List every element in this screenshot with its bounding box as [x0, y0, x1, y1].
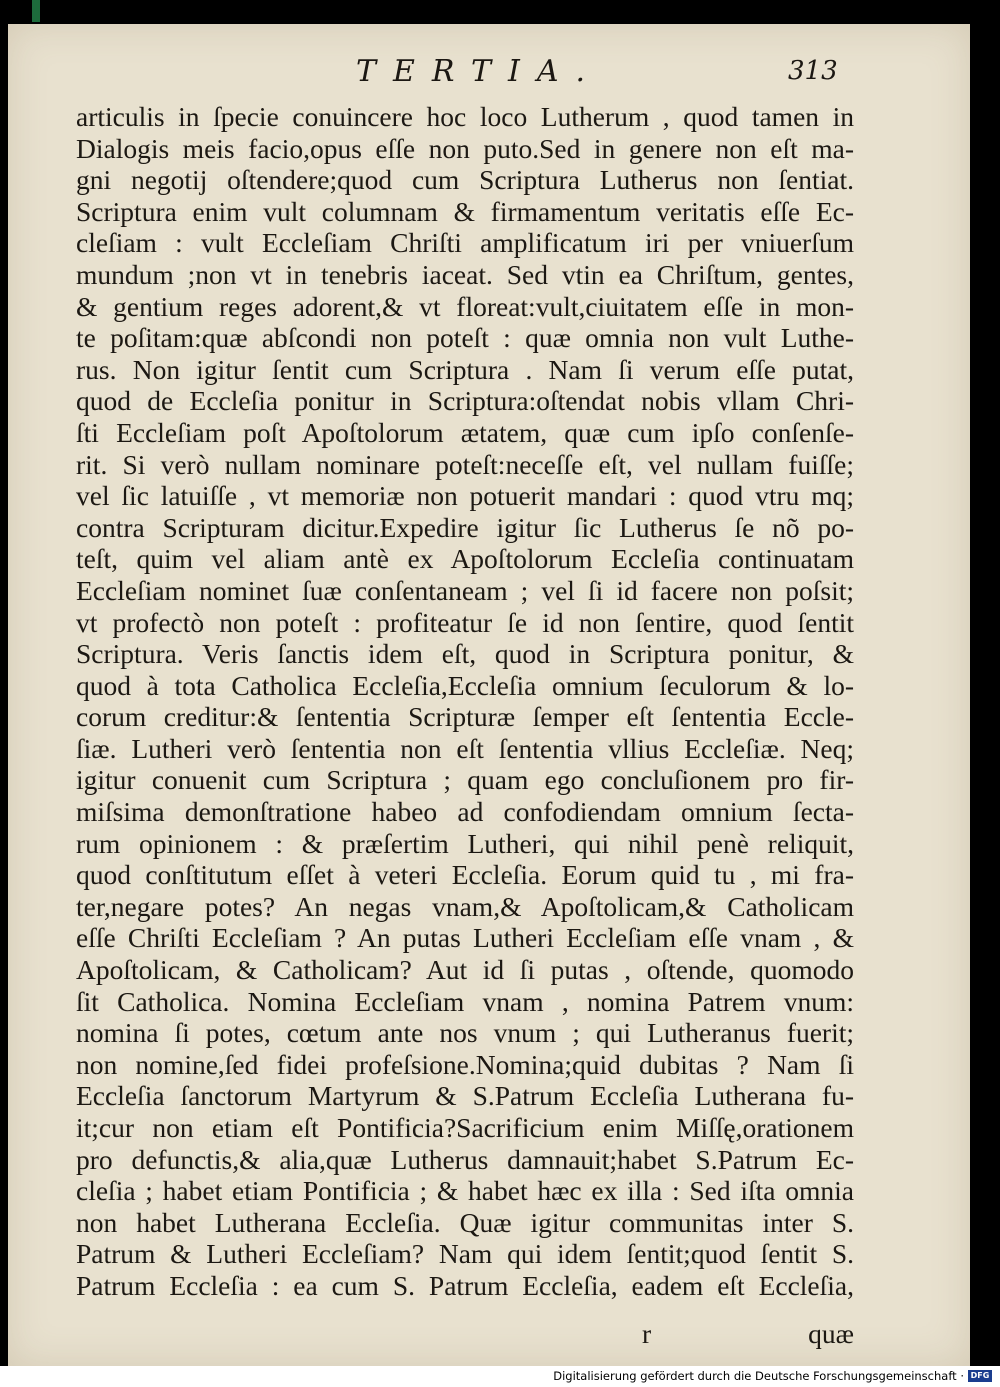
digitization-footer	[0, 1366, 1000, 1387]
text-line: Eccleſia ſanctorum Martyrum & S.Patrum Eccleſia Lutherana fu-	[76, 1080, 854, 1112]
text-line: gni negotij oſtendere;quod cum Scriptura Lutherus non ſentiat.	[76, 164, 854, 196]
text-line: igitur conuenit cum Scriptura ; quam ego concluſionem pro fir-	[76, 764, 854, 796]
text-line: quod à tota Catholica Eccleſia,Eccleſia omnium ſeculorum & lo-	[76, 669, 854, 701]
dfg-logo-icon: DFG	[968, 1370, 992, 1382]
text-line: mundum ;non vt in tenebris iaceat. Sed vtin ea Chriſtum, gentes,	[76, 258, 854, 290]
text-line: & gentium reges adorent,& vt floreat:vult,ciuitatem eſſe in mon-	[76, 290, 854, 322]
text-line: teſt, quim vel aliam antè ex Apoſtolorum Eccleſia continuatam	[76, 543, 854, 575]
text-line: contra Scripturam dicitur.Expedire igitur ſic Lutherus ſe nõ po-	[76, 511, 854, 543]
text-line: nomina ſi potes, cœtum ante nos vnum ; qui Lutheranus fuerit;	[76, 1017, 854, 1049]
text-line: non habet Lutherana Eccleſia. Quæ igitur communitas inter S.	[76, 1206, 854, 1238]
text-line: pro defunctis,& alia,quæ Lutherus damnauit;habet S.Patrum Ec-	[76, 1143, 854, 1175]
body-text	[76, 101, 854, 1302]
signature-mark: r	[642, 1318, 652, 1349]
text-line: quod conſtitutum eſſet à veteri Eccleſia. Eorum quid tu , mi fra-	[76, 859, 854, 891]
page-foot	[76, 1318, 854, 1354]
text-line: ſti Eccleſiam poſt Apoſtolorum ætatem, quæ cum ipſo conſenſe-	[76, 416, 854, 448]
text-line: Patrum Eccleſia : ea cum S. Patrum Eccleſia, eadem eſt Eccleſia,	[76, 1269, 854, 1301]
text-line: Scriptura. Veris ſanctis idem eſt, quod in Scriptura ponitur, &	[76, 638, 854, 670]
text-line: ſiæ. Lutheri verò ſententia non eſt ſententia vllius Eccleſiæ. Neq;	[76, 732, 854, 764]
text-line: it;cur non etiam eſt Pontificia?Sacrificium enim Miſſę,orationem	[76, 1112, 854, 1143]
text-line: miſsima demonſtratione habeo ad confodiendam omnium ſecta-	[76, 796, 854, 828]
text-line: Dialogis meis facio,opus eſſe non puto.Sed in genere non eſt ma-	[76, 132, 854, 164]
text-line: ter,negare potes? An negas vnam,& Apoſtolicam,& Catholicam	[76, 890, 854, 922]
text-line: Patrum & Lutheri Eccleſiam? Nam qui idem ſentit;quod ſentit S.	[76, 1238, 854, 1270]
running-head-title: TERTIA.	[356, 54, 603, 89]
text-line: vt profectò non poteſt : profiteatur ſe id non ſentire, quod ſentit	[76, 606, 854, 638]
funding-credit: Digitalisierung gefördert durch die Deutsche Forschungsgemeinschaft ·	[553, 1369, 964, 1383]
text-line: quod de Eccleſia ponitur in Scriptura:oſtendat nobis vllam Chri-	[76, 385, 854, 417]
text-line: Scriptura enim vult columnam & firmamentum veritatis eſſe Ec-	[76, 195, 854, 227]
text-line: cleſiam : vult Eccleſiam Chriſti amplificatum iri per vniuerſum	[76, 227, 854, 259]
text-line: non nomine,ſed fidei profeſsione.Nomina;quid dubitas ? Nam ſi	[76, 1048, 854, 1080]
running-head	[8, 54, 970, 94]
catchword: quæ	[808, 1318, 854, 1349]
text-line: eſſe Chriſti Eccleſiam ? An putas Lutheri Eccleſiam eſſe vnam , &	[76, 922, 854, 954]
text-line: rit. Si verò nullam nominare poteſt:neceſſe eſt, vel nullam fuiſſe;	[76, 448, 854, 480]
text-line: Eccleſiam nominet ſuæ conſentaneam ; vel ſi id facere non poſsit;	[76, 574, 854, 606]
text-line: te poſitam:quæ abſcondi non poteſt : quæ omnia non vult Luthe-	[76, 322, 854, 354]
book-page	[8, 24, 970, 1366]
text-line: rum opinionem : & præſertim Lutheri, qui nihil penè reliquit,	[76, 827, 854, 859]
bookmark-tab	[32, 0, 40, 22]
page-number: 313	[788, 56, 838, 86]
text-line: rus. Non igitur ſentit cum Scriptura . Nam ſi verum eſſe putat,	[76, 353, 854, 385]
text-line: cleſia ; habet etiam Pontificia ; & habet hæc ex illa : Sed iſta omnia	[76, 1175, 854, 1207]
text-line: corum creditur:& ſententia Scripturæ ſemper eſt ſententia Eccle-	[76, 701, 854, 733]
text-line: articulis in ſpecie conuincere hoc loco Lutherum , quod tamen in	[76, 101, 854, 132]
text-line: Apoſtolicam, & Catholicam? Aut id ſi putas , oſtende, quomodo	[76, 954, 854, 986]
text-line: vel ſic latuiſſe , vt memoriæ non potuerit mandari : quod vtru mq;	[76, 480, 854, 512]
text-line: ſit Catholica. Nomina Eccleſiam vnam , nomina Patrem vnum:	[76, 985, 854, 1017]
